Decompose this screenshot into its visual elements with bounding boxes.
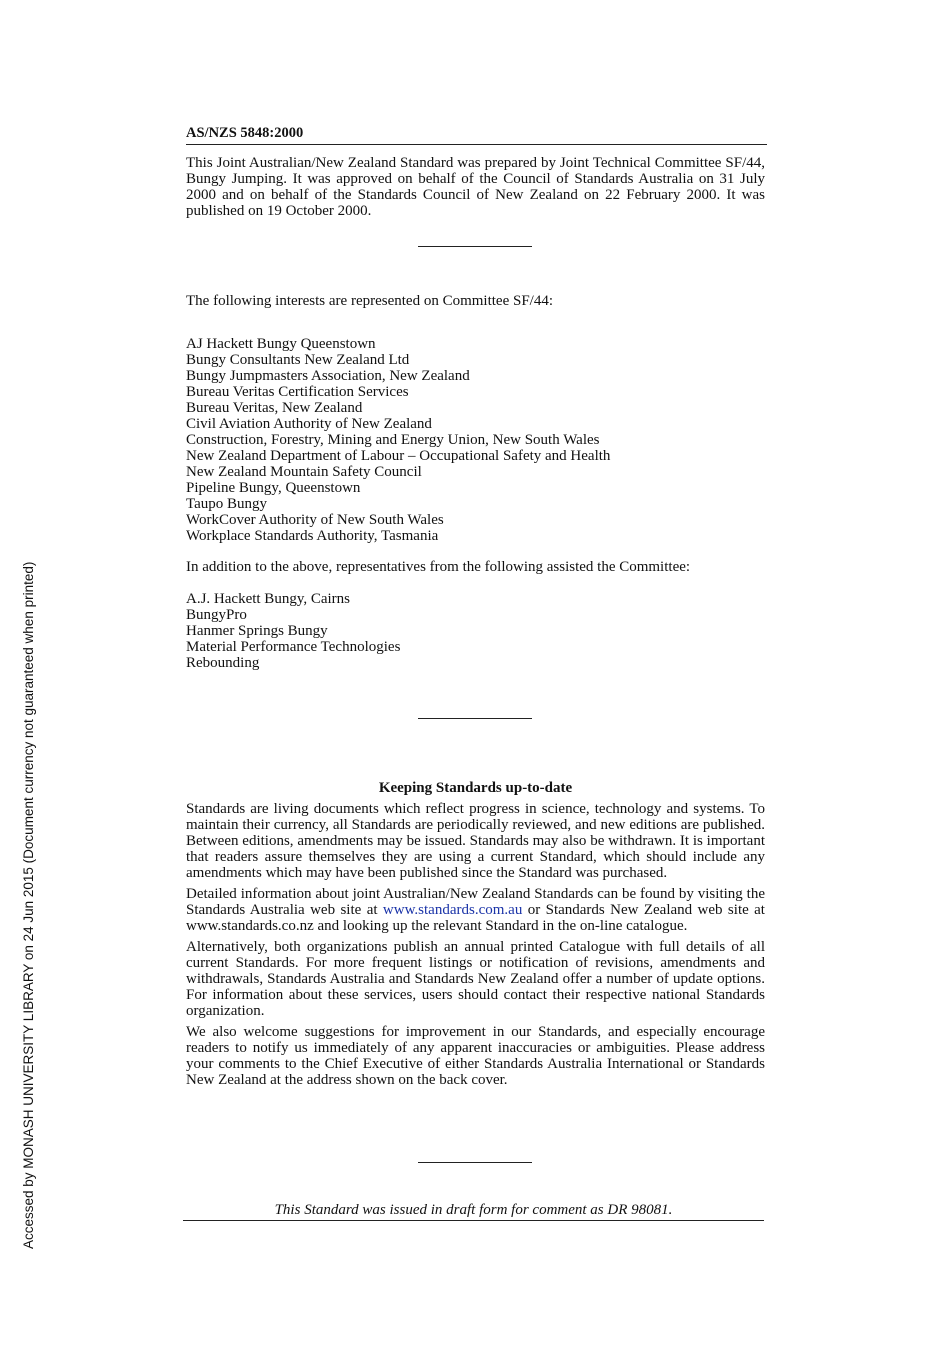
paragraph: We also welcome suggestions for improvement in our Standards, and especially encourage readers to notify us immediately of any apparent inaccuracies or ambiguities. Please address your comments to the Chief Executive of either Standards Australia International or Standards New Zealand at the address shown on the back cover. xyxy=(186,1024,765,1088)
list-item: Bungy Jumpmasters Association, New Zealand xyxy=(186,368,470,384)
access-stamp: Accessed by MONASH UNIVERSITY LIBRARY on 24 Jun 2015 (Document currency not guaranteed when printed) xyxy=(21,561,36,1249)
section-divider xyxy=(418,1162,532,1163)
paragraph: Alternatively, both organizations publish an annual printed Catalogue with full details of all current Standards. For more frequent listings or notification of revisions, amendments and withdrawals, Standards Australia and Standards New Zealand offer a number of update options. For information about these services, users should contact their respective national Standards organization. xyxy=(186,939,765,1019)
list-item: AJ Hackett Bungy Queenstown xyxy=(186,336,376,352)
list-item: Bureau Veritas Certification Services xyxy=(186,384,409,400)
paragraph: Standards are living documents which reflect progress in science, technology and systems. To maintain their currency, all Standards are periodically reviewed, and new editions are published. Between editions, amendments may be issued. Standards may also be withdrawn. It is important that readers assure themselves they are using a current Standard, which should include any amendments which may have been published since the Standard was purchased. xyxy=(186,801,765,881)
list-item: Construction, Forestry, Mining and Energy Union, New South Wales xyxy=(186,432,600,448)
section-divider xyxy=(418,718,532,719)
list-item: New Zealand Mountain Safety Council xyxy=(186,464,422,480)
list-item: A.J. Hackett Bungy, Cairns xyxy=(186,591,351,607)
preparation-paragraph: This Joint Australian/New Zealand Standard was prepared by Joint Technical Committee SF/44, Bungy Jumping. It was approved on behalf of the Council of Standards Australia on 31 July 2000 and on behalf of the Standards Council of New Zealand on 22 February 2000. It was published on 19 October 2000. xyxy=(186,155,765,219)
paragraph-text: or Standards New Zealand web site at www.standards.co.nz and looking up the relevant Standard in the on-line catalogue. xyxy=(186,902,765,934)
list-item: Hanmer Springs Bungy xyxy=(186,623,328,639)
list-item: BungyPro xyxy=(186,607,247,623)
keeping-up-to-date-body xyxy=(186,801,765,1093)
section-heading: Keeping Standards up-to-date xyxy=(378,780,573,796)
list-item: Bureau Veritas, New Zealand xyxy=(186,400,363,416)
list-item: Taupo Bungy xyxy=(186,496,268,512)
section-divider xyxy=(418,246,532,247)
list-item: Civil Aviation Authority of New Zealand xyxy=(186,416,432,432)
list-item: Workplace Standards Authority, Tasmania xyxy=(186,528,439,544)
paragraph-text: Detailed information about joint Australian/New Zealand Standards can be found by visiting the Standards Australia web site at xyxy=(186,886,765,918)
committee-intro: The following interests are represented on Committee SF/44: xyxy=(186,293,554,309)
assisting-organisation-list xyxy=(186,591,400,671)
list-item: New Zealand Department of Labour – Occupational Safety and Health xyxy=(186,448,611,464)
list-item: Bungy Consultants New Zealand Ltd xyxy=(186,352,410,368)
list-item: Material Performance Technologies xyxy=(186,639,401,655)
assisted-intro: In addition to the above, representatives from the following assisted the Committee: xyxy=(186,559,691,575)
paragraph xyxy=(186,886,765,934)
draft-note: This Standard was issued in draft form for comment as DR 98081. xyxy=(183,1202,764,1221)
standards-australia-link[interactable]: www.standards.com.au xyxy=(382,902,523,918)
committee-member-list xyxy=(186,336,610,544)
list-item: WorkCover Authority of New South Wales xyxy=(186,512,444,528)
list-item: Pipeline Bungy, Queenstown xyxy=(186,480,361,496)
document-identifier: AS/NZS 5848:2000 xyxy=(186,125,767,145)
list-item: Rebounding xyxy=(186,655,260,671)
